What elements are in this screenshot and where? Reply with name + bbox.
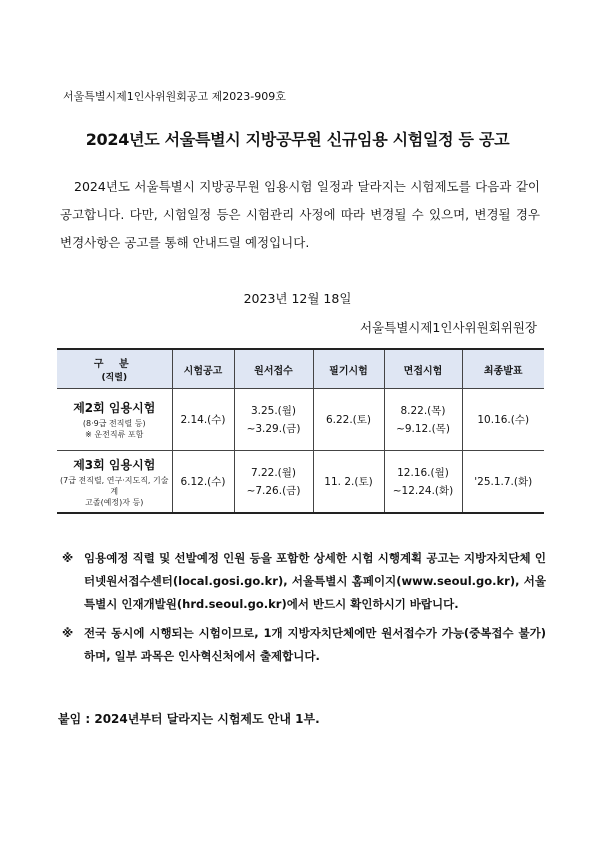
interview-end: ~9.12.(목) (396, 422, 450, 435)
header-application: 원서접수 (234, 349, 313, 389)
interview-period-cell (384, 389, 462, 451)
final-announce-cell: 10.16.(수) (462, 389, 544, 451)
header-announce: 시험공고 (172, 349, 234, 389)
application-period-cell (234, 389, 313, 451)
application-period-cell (234, 451, 313, 514)
exam-category-cell (57, 389, 172, 451)
interview-start: 12.16.(월) (397, 466, 449, 479)
table-header-row (57, 349, 544, 389)
announce-date-cell: 6.12.(수) (172, 451, 234, 514)
announce-date-cell: 2.14.(수) (172, 389, 234, 451)
note-text: 임용예정 직렬 및 선발예정 인원 등을 포함한 상세한 시험 시행계획 공고는 지방자치단체 인터넷원서접수센터(local.gosi.go.kr), 서울특별시 홈페이지(www.seoul.go.kr), 서울특별시 인재개발원(hrd.seoul.go.kr)에서 반드시 확인하시기 바랍니다. (84, 551, 546, 611)
header-written: 필기시험 (313, 349, 384, 389)
exam-schedule-table (57, 348, 544, 514)
reference-mark-icon: ※ (62, 626, 74, 640)
note-item (58, 622, 546, 668)
issuer-name: 서울특별시제1인사위원회위원장 (359, 320, 537, 335)
header-category-sub: (직렬) (101, 373, 128, 383)
exam-note: (8·9급 전직렬 등) (82, 419, 146, 428)
note-item (58, 547, 546, 616)
attachment-line: 붙임 : 2024년부터 달라지는 시험제도 안내 1부. (58, 712, 320, 726)
application-start: 7.22.(월) (250, 466, 297, 479)
interview-start: 8.22.(목) (400, 404, 446, 417)
header-interview: 면접시험 (384, 349, 462, 389)
exam-name: 제2회 임용시험 (73, 401, 156, 415)
exam-note: 고졸(예정)자 등) (85, 497, 144, 507)
table-row (57, 451, 544, 514)
written-exam-cell: 6.22.(토) (313, 389, 384, 451)
note-text: 전국 동시에 시행되는 시험이므로, 1개 지방자치단체에만 원서접수가 가능(중복접수 불가)하며, 일부 과목은 인사혁신처에서 출제합니다. (84, 626, 546, 663)
header-category (57, 349, 172, 389)
header-final: 최종발표 (462, 349, 544, 389)
table-row (57, 389, 544, 451)
header-category-label: 구 분 (93, 359, 135, 370)
interview-period-cell (384, 451, 462, 514)
interview-end: ~12.24.(화) (392, 484, 454, 497)
reference-mark-icon: ※ (62, 551, 74, 565)
exam-category-cell (57, 451, 172, 514)
written-exam-cell: 11. 2.(토) (313, 451, 384, 514)
notice-note (58, 622, 546, 668)
application-end: ~3.29.(금) (246, 422, 301, 435)
exam-note: (7급 전직렬, 연구·지도직, 기술계 (60, 475, 169, 496)
exam-note: ※ 운전직류 포함 (85, 430, 144, 439)
exam-name: 제3회 임용시험 (73, 457, 156, 472)
intro-paragraph: 2024년도 서울특별시 지방공무원 임용시험 일정과 달라지는 시험제도를 다음과 같이 공고합니다. 다만, 시험일정 등은 시험관리 사정에 따라 변경될 수 있으며, 변경될 경우 변경사항은 공고를 통해 안내드릴 예정입니다. (60, 179, 540, 250)
final-announce-cell: '25.1.7.(화) (462, 451, 544, 514)
document-title: 2024년도 서울특별시 지방공무원 신규임용 시험일정 등 공고 (85, 130, 510, 149)
application-start: 3.25.(월) (250, 404, 297, 417)
notice-note (58, 547, 546, 616)
application-end: ~7.26.(금) (246, 484, 301, 497)
document-number: 서울특별시제1인사위원회공고 제2023-909호 (63, 90, 286, 103)
announcement-date: 2023년 12월 18일 (243, 291, 352, 306)
